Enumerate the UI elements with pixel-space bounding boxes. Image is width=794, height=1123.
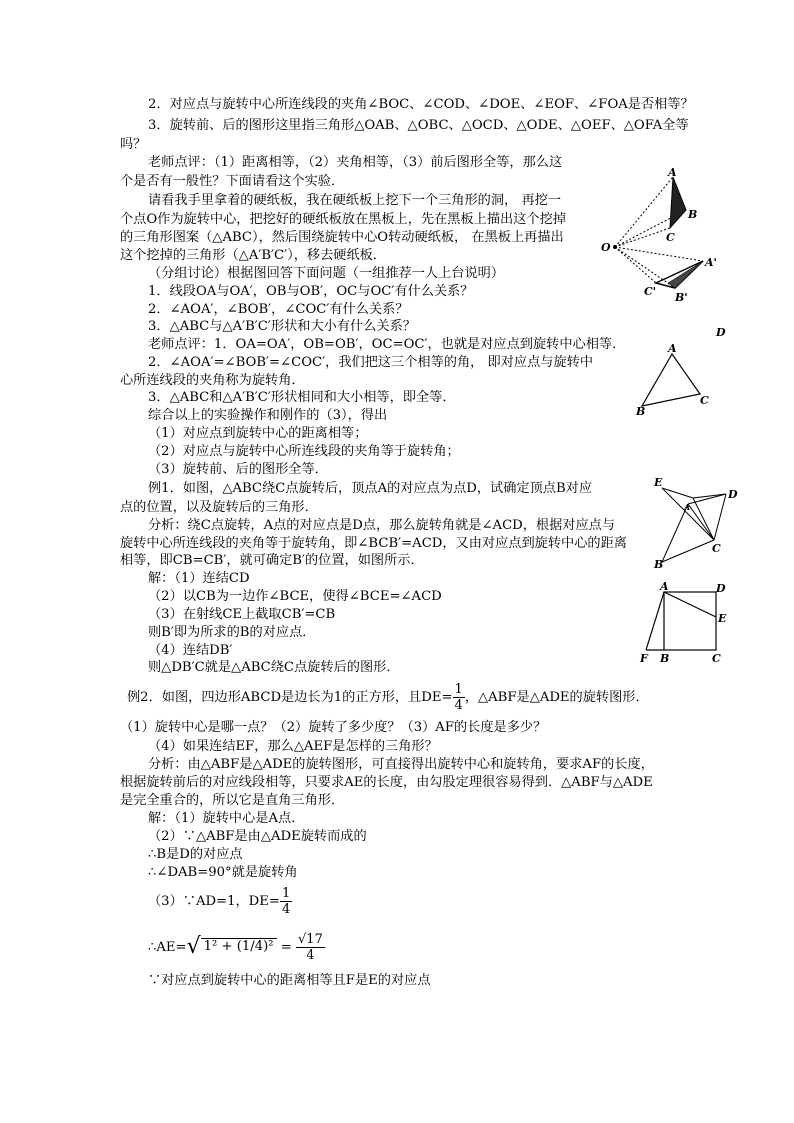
- experiment-line-3: 的三角形图案（△ABC），然后围绕旋转中心O转动硬纸板， 在黑板上再描出: [120, 230, 564, 245]
- label-C: C: [666, 231, 675, 244]
- fraction-denominator: 4: [454, 698, 463, 713]
- answer-5: [148, 884, 292, 920]
- fraction-numerator: √17: [298, 931, 323, 947]
- fraction-numerator: 1: [281, 886, 291, 901]
- summary-intro: 综合以上的实验操作和刚作的（3），得出: [148, 408, 388, 423]
- example-2-questions: （1）旋转中心是哪一点？（2）旋转了多少度？（3）AF的长度是多少？: [120, 720, 547, 735]
- label-F: F: [640, 652, 648, 665]
- question-2: 2．对应点与旋转中心所连线段的夹角∠BOC、∠COD、∠DOE、∠EOF、∠FOA是否相等？: [148, 97, 694, 112]
- example-1b: 点的位置，以及旋转后的三角形．: [120, 500, 318, 515]
- answer-6: [148, 927, 325, 968]
- example-2: [127, 680, 649, 716]
- question-3a: 3．旋转前、后的图形这里指三角形△OAB、△OBC、△OCD、△ODE、△OEF、△OFA全等: [148, 118, 689, 133]
- summary-2: （2）对应点与旋转中心所连线段的夹角等于旋转角；: [148, 444, 460, 459]
- label-A: A: [668, 166, 677, 179]
- example-1a: 例1．如图，△ABC绕C点旋转后，顶点A的对应点为点D，试确定顶点B对应: [148, 481, 593, 496]
- fraction-denominator: 4: [306, 947, 315, 963]
- fraction-numerator: 1: [454, 682, 463, 697]
- triangle-abc-figure: [630, 322, 730, 417]
- label-C: C: [700, 394, 709, 407]
- example-2-suffix: ，△ABF是△ADE的旋转图形．: [464, 690, 649, 705]
- analysis-1a: 分析：绕C点旋转，A点的对应点是D点，那么旋转角就是∠ACD，根据对应点与: [148, 518, 616, 533]
- answer-3: ∴B是D的对应点: [148, 847, 243, 862]
- teacher-comment-2: 老师点评：1．OA=OA′，OB=OB′，OC=OC′，也就是对应点到旋转中心相等．: [148, 337, 626, 352]
- label-D: D: [716, 326, 726, 339]
- solution-5: （4）连结DB′: [148, 643, 233, 658]
- experiment-line-4: 这个挖掉的三角形（△A′B′C′），移去硬纸板．: [120, 248, 387, 263]
- label-O: O: [601, 241, 611, 254]
- label-A: A: [668, 342, 677, 355]
- label-B-prime: B': [675, 291, 688, 304]
- answer-6-prefix: ∴AE=: [148, 939, 187, 955]
- label-A: A: [684, 502, 691, 512]
- square-abcd-figure: [636, 582, 731, 667]
- group-q2: 2．∠AOA′，∠BOB′，∠COC′有什么关系？: [148, 302, 409, 317]
- fraction-1-4: [453, 682, 465, 713]
- group-discussion: （分组讨论）根据图回答下面问题（一组推荐一人上台说明）: [148, 266, 505, 281]
- label-B: B: [688, 208, 698, 221]
- rotation-figure-O: [598, 165, 728, 305]
- solution-6: 则△DB′C就是△ABC绕C点旋转后的图形．: [148, 660, 400, 675]
- label-C: C: [712, 542, 721, 555]
- summary-1: （1）对应点到旋转中心的距离相等；: [148, 426, 368, 441]
- label-E: E: [654, 476, 663, 489]
- teacher-comment-1b: 个是否有一般性？下面请看这个实验．: [120, 174, 345, 189]
- group-q1: 1．线段OA与OA′，OB与OB′，OC与OC′有什么关系？: [148, 284, 474, 299]
- question-3b: 吗？: [120, 137, 147, 152]
- label-C: C: [712, 652, 721, 665]
- label-C-prime: C': [644, 285, 657, 298]
- solution-1: 解：（1）连结CD: [148, 571, 250, 586]
- group-q3: 3．△ABC与△A′B′C′形状和大小有什么关系？: [148, 319, 416, 334]
- experiment-line-1: 请看我手里拿着的硬纸板，我在硬纸板上挖下一个三角形的洞， 再挖一: [148, 193, 562, 208]
- label-D: D: [728, 488, 738, 501]
- solution-3: （3）在射线CE上截取CB′=CB: [148, 607, 336, 622]
- teacher-comment-1a: 老师点评：（1）距离相等，（2）夹角相等，（3）前后图形全等，那么这: [148, 155, 563, 170]
- example-2-prefix: 例2．如图，四边形ABCD是边长为1的正方形，且DE=: [127, 690, 453, 705]
- teacher-comment-3a: 2．∠AOA′=∠BOB′=∠COC′，我们把这三个相等的角， 即对应点与旋转中: [148, 355, 594, 370]
- answer-7: ∵对应点到旋转中心的距离相等且F是E的对应点: [148, 973, 431, 988]
- fraction-sqrt17-4: [296, 932, 325, 963]
- answer-2: （2）∵△ABF是由△ADE旋转而成的: [148, 829, 367, 844]
- equals-sign: =: [280, 939, 292, 955]
- experiment-line-2: 个点O作为旋转中心，把挖好的硬纸板放在黑板上，先在黑板上描出这个挖掉: [120, 212, 566, 227]
- example-2-question-4: （4）如果连结EF，那么△AEF是怎样的三角形？: [148, 739, 438, 754]
- solution-2: （2）以CB为一边作∠BCE，使得∠BCE=∠ACD: [148, 589, 442, 604]
- answer-5-prefix: （3）∵AD=1，DE=: [148, 894, 280, 909]
- summary-3: （3）旋转前、后的图形全等．: [148, 462, 328, 477]
- fraction-denominator: 4: [281, 902, 291, 917]
- analysis-2b: 根据旋转前后的对应线段相等，只要求AE的长度，由勾股定理很容易得到．△ABF与△ADE: [120, 775, 653, 790]
- label-A: A: [660, 582, 669, 593]
- label-E: E: [718, 612, 727, 625]
- label-A-prime: A': [705, 256, 717, 269]
- sqrt-expression: [187, 927, 277, 968]
- analysis-1c: 相等，即CB=CB′，就可确定B′的位置，如图所示．: [120, 553, 424, 568]
- analysis-2a: 分析：由△ABF是△ADE的旋转图形，可直接得出旋转中心和旋转角，要求AF的长度，: [148, 757, 654, 772]
- solution-4: 则B′即为所求的B的对应点．: [148, 625, 316, 640]
- label-B: B: [660, 652, 670, 665]
- answer-4: ∴∠DAB=90°就是旋转角: [148, 865, 298, 880]
- label-B: B: [654, 558, 664, 571]
- example-1-figure: [648, 474, 743, 574]
- radicand: 1² + (1/4)²: [201, 938, 277, 954]
- radical-icon: √: [186, 934, 201, 959]
- teacher-comment-4: 3．△ABC和△A′B′C′形状相同和大小相等，即全等．: [148, 390, 456, 405]
- answer-1: 解：（1）旋转中心是A点．: [148, 811, 305, 826]
- label-B: B: [636, 405, 646, 417]
- label-D: D: [716, 582, 726, 595]
- fraction-1-4-b: [280, 886, 292, 917]
- analysis-2c: 是完全重合的，所以它是直角三角形．: [120, 793, 345, 808]
- teacher-comment-3b: 心所连线段的夹角称为旋转角．: [120, 373, 305, 388]
- analysis-1b: 旋转中心所连线段的夹角等于旋转角，即∠BCB′=ACD，又由对应点到旋转中心的距离: [120, 536, 627, 551]
